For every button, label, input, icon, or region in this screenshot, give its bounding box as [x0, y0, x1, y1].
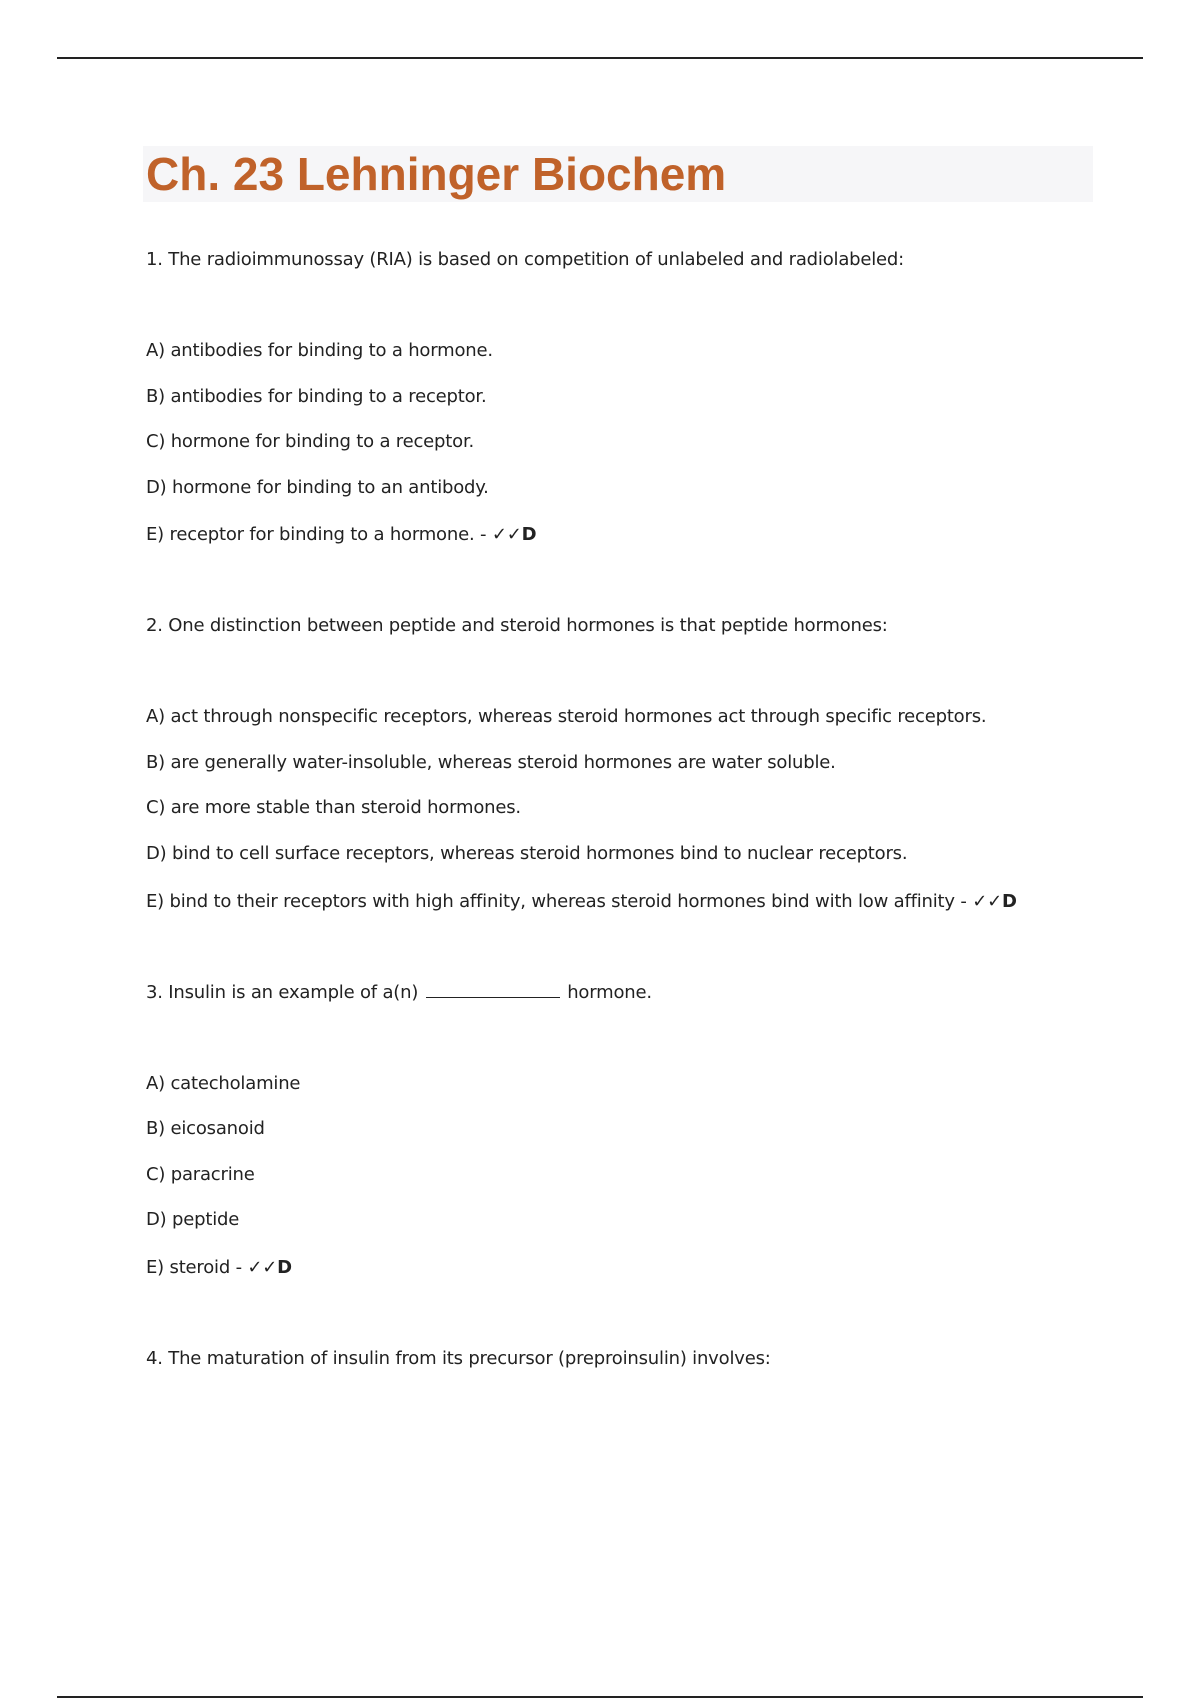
document-title: Ch. 23 Lehninger Biochem: [146, 148, 727, 200]
question-2-option-e: [146, 890, 1017, 914]
question-1-option-e: [146, 523, 536, 547]
question-2-option-d: D) bind to cell surface receptors, whereas steroid hormones bind to nuclear receptors.: [146, 843, 908, 864]
question-3-blank: [426, 981, 560, 998]
question-1-option-d: D) hormone for binding to an antibody.: [146, 477, 489, 498]
question-3-option-e-text: E) steroid -: [146, 1257, 248, 1278]
question-3-option-d: D) peptide: [146, 1209, 240, 1230]
question-1-option-c: C) hormone for binding to a receptor.: [146, 431, 475, 452]
question-3-stem: [146, 981, 652, 1005]
question-3-answer: ✓✓D: [247, 1257, 292, 1278]
question-1-option-a: A) antibodies for binding to a hormone.: [146, 340, 493, 361]
question-1-stem: 1. The radioimmunossay (RIA) is based on competition of unlabeled and radiolabeled:: [146, 249, 905, 270]
question-3-stem-after: hormone.: [567, 982, 652, 1003]
question-3-stem-before: 3. Insulin is an example of a(n): [146, 982, 419, 1003]
question-2-option-c: C) are more stable than steroid hormones.: [146, 797, 521, 818]
bottom-rule: [57, 1696, 1143, 1698]
question-2-answer: ✓✓D: [972, 891, 1017, 912]
question-2-option-e-text: E) bind to their receptors with high affinity, whereas steroid hormones bind with low affinity -: [146, 891, 973, 912]
question-3-option-a: A) catecholamine: [146, 1073, 301, 1094]
question-2-stem: 2. One distinction between peptide and steroid hormones is that peptide hormones:: [146, 615, 888, 636]
question-3-option-c: C) paracrine: [146, 1164, 255, 1185]
question-3-option-b: B) eicosanoid: [146, 1118, 265, 1139]
top-rule: [57, 57, 1143, 59]
question-3-option-e: [146, 1256, 292, 1280]
question-4-stem: 4. The maturation of insulin from its precursor (preproinsulin) involves:: [146, 1348, 771, 1369]
question-1-answer: ✓✓D: [491, 524, 537, 545]
question-2-option-a: A) act through nonspecific receptors, whereas steroid hormones act through specific receptors.: [146, 706, 987, 727]
question-1-option-e-text: E) receptor for binding to a hormone. -: [146, 524, 492, 545]
question-1-option-b: B) antibodies for binding to a receptor.: [146, 386, 487, 407]
question-2-option-b: B) are generally water-insoluble, whereas steroid hormones are water soluble.: [146, 752, 836, 773]
